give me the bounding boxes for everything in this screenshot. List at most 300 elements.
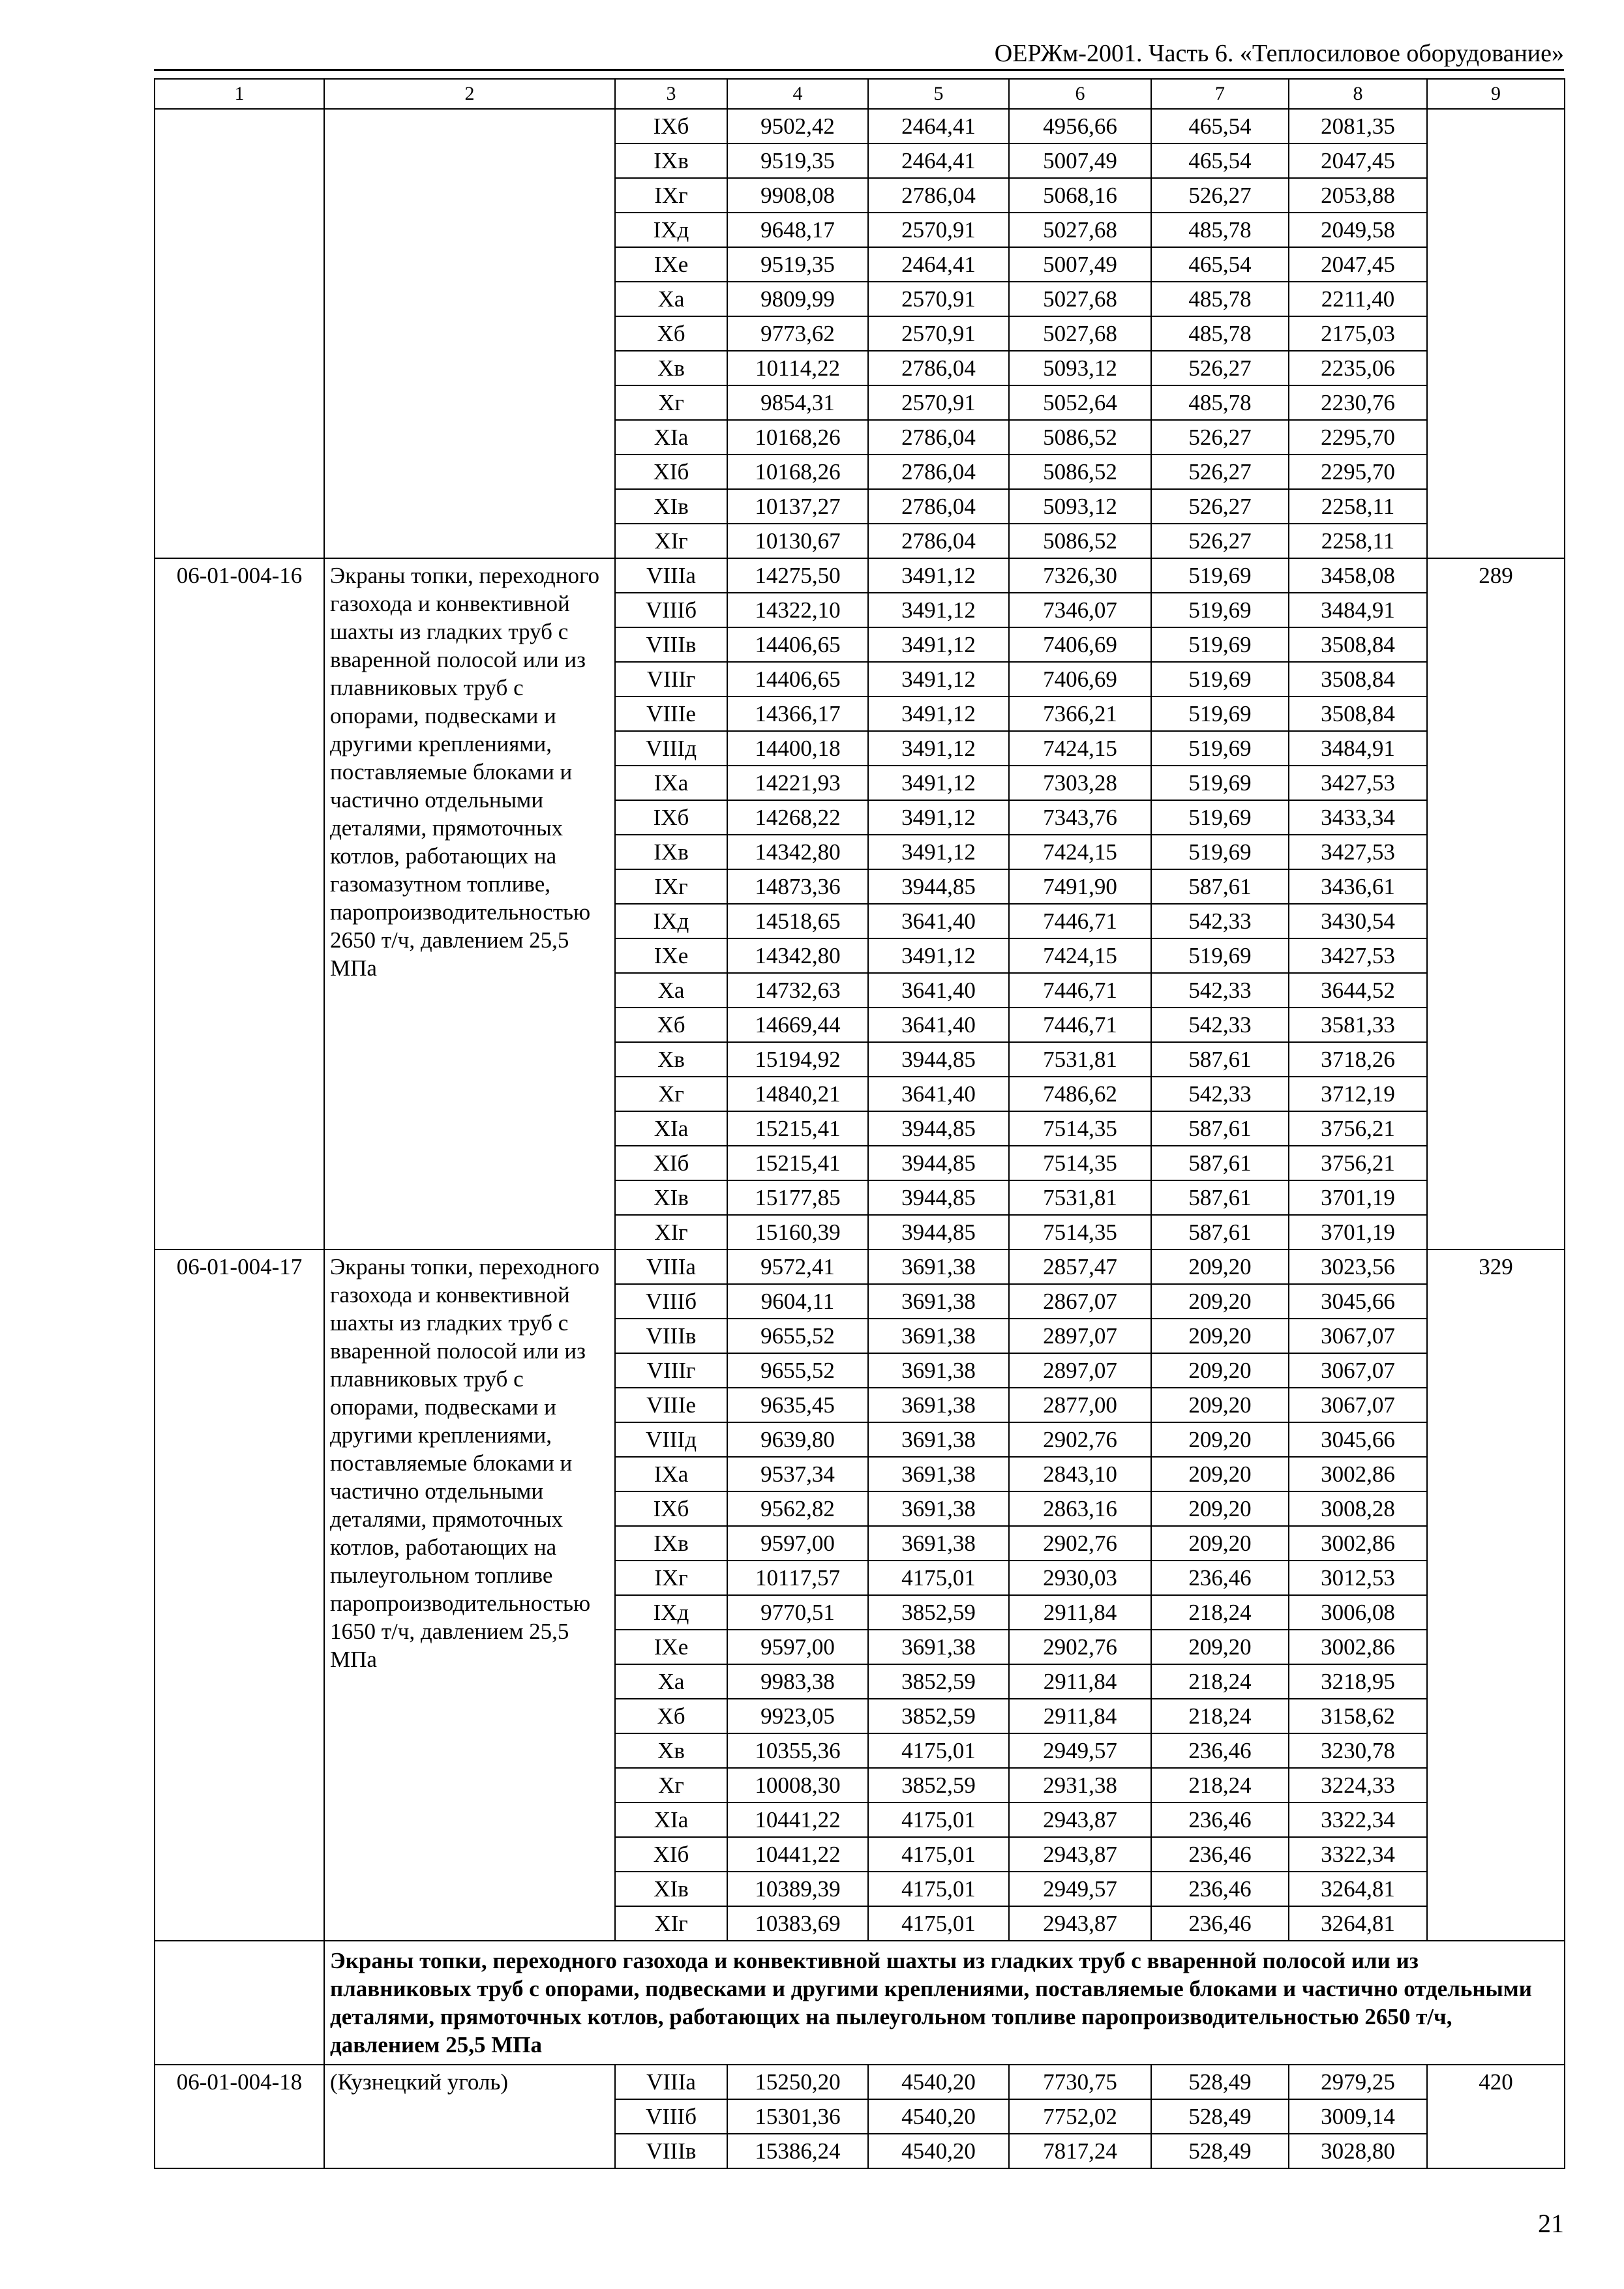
zone-cell: XIа (615, 1803, 727, 1837)
page-number: 21 (1538, 2209, 1564, 2238)
zone-cell: IXв (615, 835, 727, 869)
zone-cell: VIIIг (615, 1353, 727, 1388)
zone-cell: Xв (615, 351, 727, 385)
zone-cell: Xг (615, 385, 727, 420)
zone-cell: XIг (615, 524, 727, 558)
value-cell: 3756,21 (1289, 1111, 1427, 1146)
value-cell: 209,20 (1151, 1457, 1289, 1491)
value-cell: 10117,57 (727, 1561, 868, 1595)
value-cell: 3641,40 (868, 973, 1009, 1008)
value-cell: 3691,38 (868, 1388, 1009, 1422)
value-cell: 3023,56 (1289, 1249, 1427, 1284)
value-cell: 9562,82 (727, 1491, 868, 1526)
value-cell: 9983,38 (727, 1664, 868, 1699)
value-cell: 7446,71 (1009, 904, 1151, 938)
item-description: Экраны топки, переходного газохода и конвективной шахты из гладких труб с вваренной полосой или из плавниковых труб с опорами, подвесками и другими креплениями, поставляемые блоками и частично отдельными деталями, прямоточных котлов, работающих на пылеугольном топливе паропроизводительностью 1650 т/ч, давлением 25,5 МПа (324, 1249, 615, 1941)
value-cell: 465,54 (1151, 247, 1289, 282)
value-cell: 3712,19 (1289, 1077, 1427, 1111)
value-cell: 7514,35 (1009, 1146, 1151, 1180)
value-cell: 7491,90 (1009, 869, 1151, 904)
value-cell: 3230,78 (1289, 1733, 1427, 1768)
value-cell: 9502,42 (727, 109, 868, 143)
value-cell: 2877,00 (1009, 1388, 1151, 1422)
zone-cell: XIб (615, 1837, 727, 1872)
zone-cell: IXв (615, 1526, 727, 1561)
value-cell: 14840,21 (727, 1077, 868, 1111)
value-cell: 2786,04 (868, 178, 1009, 213)
value-cell: 14732,63 (727, 973, 868, 1008)
value-cell: 209,20 (1151, 1630, 1289, 1664)
value-cell: 236,46 (1151, 1561, 1289, 1595)
value-cell: 485,78 (1151, 316, 1289, 351)
table-row (155, 1249, 1565, 1284)
value-cell: 2235,06 (1289, 351, 1427, 385)
value-cell: 9597,00 (727, 1526, 868, 1561)
value-cell: 9537,34 (727, 1457, 868, 1491)
value-cell: 14322,10 (727, 593, 868, 627)
value-cell: 3491,12 (868, 835, 1009, 869)
column-number: 6 (1009, 79, 1151, 109)
column-number: 3 (615, 79, 727, 109)
value-cell: 2897,07 (1009, 1319, 1151, 1353)
value-cell: 528,49 (1151, 2065, 1289, 2099)
value-cell: 3430,54 (1289, 904, 1427, 938)
zone-cell: XIв (615, 1180, 727, 1215)
value-cell: 526,27 (1151, 178, 1289, 213)
value-cell: 485,78 (1151, 385, 1289, 420)
value-cell: 3641,40 (868, 1008, 1009, 1042)
value-cell: 3852,59 (868, 1699, 1009, 1733)
value-cell: 2863,16 (1009, 1491, 1151, 1526)
zone-cell: IXб (615, 800, 727, 835)
value-cell: 14400,18 (727, 731, 868, 766)
value-cell: 9519,35 (727, 247, 868, 282)
value-cell: 519,69 (1151, 835, 1289, 869)
value-cell: 5086,52 (1009, 420, 1151, 455)
value-cell: 3852,59 (868, 1664, 1009, 1699)
value-cell: 3491,12 (868, 938, 1009, 973)
value-cell: 15215,41 (727, 1111, 868, 1146)
value-cell: 519,69 (1151, 696, 1289, 731)
value-cell: 2211,40 (1289, 282, 1427, 316)
value-cell: 10168,26 (727, 455, 868, 489)
value-cell: 218,24 (1151, 1595, 1289, 1630)
unit-count: 289 (1427, 558, 1565, 1249)
value-cell: 2902,76 (1009, 1422, 1151, 1457)
value-cell: 9770,51 (727, 1595, 868, 1630)
value-cell: 3852,59 (868, 1595, 1009, 1630)
zone-cell: IXб (615, 109, 727, 143)
zone-cell: IXг (615, 869, 727, 904)
value-cell: 5007,49 (1009, 247, 1151, 282)
value-cell: 4175,01 (868, 1837, 1009, 1872)
value-cell: 2911,84 (1009, 1595, 1151, 1630)
value-cell: 15215,41 (727, 1146, 868, 1180)
value-cell: 236,46 (1151, 1872, 1289, 1906)
value-cell: 519,69 (1151, 766, 1289, 800)
zone-cell: VIIIб (615, 2099, 727, 2134)
value-cell: 3264,81 (1289, 1906, 1427, 1941)
value-cell: 3218,95 (1289, 1664, 1427, 1699)
value-cell: 519,69 (1151, 938, 1289, 973)
value-cell: 2570,91 (868, 316, 1009, 351)
value-cell: 5027,68 (1009, 213, 1151, 247)
value-cell: 9923,05 (727, 1699, 868, 1733)
value-cell: 2902,76 (1009, 1526, 1151, 1561)
zone-cell: IXе (615, 1630, 727, 1664)
column-number: 2 (324, 79, 615, 109)
column-number: 8 (1289, 79, 1427, 109)
value-cell: 2902,76 (1009, 1630, 1151, 1664)
item-code: 06-01-004-17 (155, 1249, 324, 1941)
value-cell: 3691,38 (868, 1284, 1009, 1319)
value-cell: 7326,30 (1009, 558, 1151, 593)
item-code (155, 109, 324, 558)
column-number: 4 (727, 79, 868, 109)
value-cell: 14873,36 (727, 869, 868, 904)
value-cell: 5086,52 (1009, 524, 1151, 558)
value-cell: 526,27 (1151, 420, 1289, 455)
value-cell: 3028,80 (1289, 2134, 1427, 2168)
section-code-empty (155, 1941, 324, 2065)
value-cell: 14406,65 (727, 662, 868, 696)
value-cell: 7303,28 (1009, 766, 1151, 800)
value-cell: 3458,08 (1289, 558, 1427, 593)
value-cell: 5093,12 (1009, 489, 1151, 524)
zone-cell: IXд (615, 1595, 727, 1630)
table-row (155, 109, 1565, 143)
value-cell: 3484,91 (1289, 593, 1427, 627)
value-cell: 3491,12 (868, 800, 1009, 835)
value-cell: 10008,30 (727, 1768, 868, 1803)
value-cell: 519,69 (1151, 662, 1289, 696)
zone-cell: IXг (615, 178, 727, 213)
value-cell: 3691,38 (868, 1526, 1009, 1561)
value-cell: 2867,07 (1009, 1284, 1151, 1319)
value-cell: 209,20 (1151, 1422, 1289, 1457)
zone-cell: Xа (615, 282, 727, 316)
zone-cell: Xв (615, 1733, 727, 1768)
value-cell: 519,69 (1151, 627, 1289, 662)
value-cell: 218,24 (1151, 1699, 1289, 1733)
value-cell: 7424,15 (1009, 835, 1151, 869)
value-cell: 2230,76 (1289, 385, 1427, 420)
section-heading-row (155, 1941, 1565, 2065)
value-cell: 2570,91 (868, 282, 1009, 316)
value-cell: 5027,68 (1009, 282, 1151, 316)
value-cell: 3009,14 (1289, 2099, 1427, 2134)
value-cell: 236,46 (1151, 1837, 1289, 1872)
value-cell: 209,20 (1151, 1353, 1289, 1388)
value-cell: 5093,12 (1009, 351, 1151, 385)
value-cell: 3944,85 (868, 1042, 1009, 1077)
zone-cell: XIг (615, 1906, 727, 1941)
value-cell: 9519,35 (727, 143, 868, 178)
item-description (324, 109, 615, 558)
value-cell: 5086,52 (1009, 455, 1151, 489)
zone-cell: IXа (615, 1457, 727, 1491)
value-cell: 10130,67 (727, 524, 868, 558)
value-cell: 2258,11 (1289, 524, 1427, 558)
value-cell: 3508,84 (1289, 662, 1427, 696)
value-cell: 3641,40 (868, 904, 1009, 938)
value-cell: 3427,53 (1289, 766, 1427, 800)
value-cell: 3491,12 (868, 731, 1009, 766)
column-number: 7 (1151, 79, 1289, 109)
value-cell: 2047,45 (1289, 143, 1427, 178)
unit-count: 329 (1427, 1249, 1565, 1941)
value-cell: 10355,36 (727, 1733, 868, 1768)
value-cell: 7752,02 (1009, 2099, 1151, 2134)
unit-count: 420 (1427, 2065, 1565, 2168)
value-cell: 4175,01 (868, 1872, 1009, 1906)
value-cell: 3508,84 (1289, 627, 1427, 662)
zone-cell: VIIIб (615, 1284, 727, 1319)
value-cell: 2053,88 (1289, 178, 1427, 213)
value-cell: 236,46 (1151, 1906, 1289, 1941)
value-cell: 465,54 (1151, 143, 1289, 178)
zone-cell: XIб (615, 1146, 727, 1180)
zone-cell: VIIIб (615, 593, 727, 627)
zone-cell: XIг (615, 1215, 727, 1249)
zone-cell: VIIIа (615, 558, 727, 593)
value-cell: 14275,50 (727, 558, 868, 593)
value-cell: 7531,81 (1009, 1180, 1151, 1215)
value-cell: 2949,57 (1009, 1872, 1151, 1906)
zone-cell: Xг (615, 1077, 727, 1111)
value-cell: 3322,34 (1289, 1837, 1427, 1872)
value-cell: 209,20 (1151, 1319, 1289, 1353)
zone-cell: IXд (615, 904, 727, 938)
column-number: 5 (868, 79, 1009, 109)
value-cell: 3002,86 (1289, 1630, 1427, 1664)
value-cell: 3644,52 (1289, 973, 1427, 1008)
value-cell: 3756,21 (1289, 1146, 1427, 1180)
zone-cell: VIIIв (615, 2134, 727, 2168)
value-cell: 2047,45 (1289, 247, 1427, 282)
item-description: (Кузнецкий уголь) (324, 2065, 615, 2168)
value-cell: 3012,53 (1289, 1561, 1427, 1595)
value-cell: 10114,22 (727, 351, 868, 385)
value-cell: 528,49 (1151, 2134, 1289, 2168)
value-cell: 3045,66 (1289, 1422, 1427, 1457)
zone-cell: IXд (615, 213, 727, 247)
value-cell: 3641,40 (868, 1077, 1009, 1111)
value-cell: 15177,85 (727, 1180, 868, 1215)
value-cell: 9597,00 (727, 1630, 868, 1664)
value-cell: 10137,27 (727, 489, 868, 524)
value-cell: 3436,61 (1289, 869, 1427, 904)
zone-cell: Xб (615, 316, 727, 351)
value-cell: 519,69 (1151, 558, 1289, 593)
value-cell: 3944,85 (868, 1146, 1009, 1180)
zone-cell: Xв (615, 1042, 727, 1077)
value-cell: 542,33 (1151, 904, 1289, 938)
value-cell: 15386,24 (727, 2134, 868, 2168)
value-cell: 9648,17 (727, 213, 868, 247)
value-cell: 7346,07 (1009, 593, 1151, 627)
value-cell: 236,46 (1151, 1803, 1289, 1837)
value-cell: 3006,08 (1289, 1595, 1427, 1630)
value-cell: 218,24 (1151, 1768, 1289, 1803)
value-cell: 3508,84 (1289, 696, 1427, 731)
value-cell: 3045,66 (1289, 1284, 1427, 1319)
value-cell: 10383,69 (727, 1906, 868, 1941)
value-cell: 2943,87 (1009, 1906, 1151, 1941)
value-cell: 7343,76 (1009, 800, 1151, 835)
value-cell: 3491,12 (868, 593, 1009, 627)
value-cell: 587,61 (1151, 1146, 1289, 1180)
value-cell: 3691,38 (868, 1249, 1009, 1284)
value-cell: 526,27 (1151, 524, 1289, 558)
value-cell: 2175,03 (1289, 316, 1427, 351)
value-cell: 5007,49 (1009, 143, 1151, 178)
value-cell: 4540,20 (868, 2134, 1009, 2168)
value-cell: 3944,85 (868, 1111, 1009, 1146)
value-cell: 209,20 (1151, 1249, 1289, 1284)
value-cell: 209,20 (1151, 1284, 1289, 1319)
value-cell: 542,33 (1151, 973, 1289, 1008)
value-cell: 3691,38 (868, 1422, 1009, 1457)
value-cell: 7486,62 (1009, 1077, 1151, 1111)
value-cell: 519,69 (1151, 593, 1289, 627)
value-cell: 10441,22 (727, 1803, 868, 1837)
value-cell: 3691,38 (868, 1353, 1009, 1388)
zone-cell: Xб (615, 1699, 727, 1733)
value-cell: 7424,15 (1009, 938, 1151, 973)
value-cell: 3701,19 (1289, 1180, 1427, 1215)
value-cell: 7406,69 (1009, 662, 1151, 696)
table-row (155, 2065, 1565, 2099)
value-cell: 4175,01 (868, 1803, 1009, 1837)
value-cell: 2570,91 (868, 385, 1009, 420)
value-cell: 2786,04 (868, 524, 1009, 558)
value-cell: 3158,62 (1289, 1699, 1427, 1733)
value-cell: 7730,75 (1009, 2065, 1151, 2099)
value-cell: 2295,70 (1289, 420, 1427, 455)
value-cell: 9655,52 (727, 1353, 868, 1388)
value-cell: 2949,57 (1009, 1733, 1151, 1768)
value-cell: 9604,11 (727, 1284, 868, 1319)
value-cell: 542,33 (1151, 1077, 1289, 1111)
value-cell: 3944,85 (868, 869, 1009, 904)
value-cell: 526,27 (1151, 455, 1289, 489)
value-cell: 2931,38 (1009, 1768, 1151, 1803)
value-cell: 15301,36 (727, 2099, 868, 2134)
zone-cell: XIб (615, 455, 727, 489)
running-header: ОЕРЖм-2001. Часть 6. «Теплосиловое оборудование» (154, 38, 1564, 71)
value-cell: 2843,10 (1009, 1457, 1151, 1491)
value-cell: 3224,33 (1289, 1768, 1427, 1803)
zone-cell: VIIIа (615, 2065, 727, 2099)
value-cell: 485,78 (1151, 213, 1289, 247)
value-cell: 3067,07 (1289, 1388, 1427, 1422)
value-cell: 7446,71 (1009, 973, 1151, 1008)
value-cell: 4175,01 (868, 1906, 1009, 1941)
value-cell: 2786,04 (868, 455, 1009, 489)
column-number: 9 (1427, 79, 1565, 109)
value-cell: 4175,01 (868, 1733, 1009, 1768)
value-cell: 5068,16 (1009, 178, 1151, 213)
value-cell: 4540,20 (868, 2099, 1009, 2134)
value-cell: 5052,64 (1009, 385, 1151, 420)
value-cell: 236,46 (1151, 1733, 1289, 1768)
column-number-row (155, 79, 1565, 109)
value-cell: 2049,58 (1289, 213, 1427, 247)
value-cell: 14366,17 (727, 696, 868, 731)
value-cell: 3322,34 (1289, 1803, 1427, 1837)
value-cell: 3944,85 (868, 1180, 1009, 1215)
zone-cell: IXв (615, 143, 727, 178)
value-cell: 3067,07 (1289, 1319, 1427, 1353)
section-heading: Экраны топки, переходного газохода и конвективной шахты из гладких труб с вваренной полосой или из плавниковых труб с опорами, подвесками и другими креплениями, поставляемые блоками и частично отдельными деталями, прямоточных котлов, работающих на пылеугольном топливе паропроизводительностью 2650 т/ч, давлением 25,5 МПа (324, 1941, 1565, 2065)
value-cell: 3433,34 (1289, 800, 1427, 835)
value-cell: 3002,86 (1289, 1526, 1427, 1561)
value-cell: 7446,71 (1009, 1008, 1151, 1042)
value-cell: 9854,31 (727, 385, 868, 420)
value-cell: 4175,01 (868, 1561, 1009, 1595)
value-cell: 3427,53 (1289, 938, 1427, 973)
zone-cell: XIв (615, 1872, 727, 1906)
value-cell: 9655,52 (727, 1319, 868, 1353)
zone-cell: VIIIд (615, 1422, 727, 1457)
value-cell: 3691,38 (868, 1491, 1009, 1526)
value-cell: 587,61 (1151, 1042, 1289, 1077)
value-cell: 2897,07 (1009, 1353, 1151, 1388)
value-cell: 15250,20 (727, 2065, 868, 2099)
value-cell: 526,27 (1151, 351, 1289, 385)
zone-cell: VIIIв (615, 627, 727, 662)
value-cell: 485,78 (1151, 282, 1289, 316)
value-cell: 2464,41 (868, 247, 1009, 282)
value-cell: 10441,22 (727, 1837, 868, 1872)
value-cell: 14406,65 (727, 627, 868, 662)
value-cell: 519,69 (1151, 731, 1289, 766)
zone-cell: VIIIе (615, 696, 727, 731)
value-cell: 4956,66 (1009, 109, 1151, 143)
value-cell: 3701,19 (1289, 1215, 1427, 1249)
price-table (154, 78, 1565, 2169)
zone-cell: XIа (615, 1111, 727, 1146)
zone-cell: XIа (615, 420, 727, 455)
zone-cell: IXе (615, 938, 727, 973)
value-cell: 14518,65 (727, 904, 868, 938)
value-cell: 587,61 (1151, 869, 1289, 904)
value-cell: 3944,85 (868, 1215, 1009, 1249)
value-cell: 519,69 (1151, 800, 1289, 835)
value-cell: 3491,12 (868, 662, 1009, 696)
value-cell: 3008,28 (1289, 1491, 1427, 1526)
unit-count (1427, 109, 1565, 558)
zone-cell: VIIIд (615, 731, 727, 766)
value-cell: 2857,47 (1009, 1249, 1151, 1284)
item-description: Экраны топки, переходного газохода и конвективной шахты из гладких труб с вваренной полосой или из плавниковых труб с опорами, подвесками и другими креплениями, поставляемые блоками и частично отдельными деталями, прямоточных котлов, работающих на газомазутном топливе, паропроизводительностью 2650 т/ч, давлением 25,5 МПа (324, 558, 615, 1249)
value-cell: 14342,80 (727, 938, 868, 973)
value-cell: 2943,87 (1009, 1837, 1151, 1872)
value-cell: 3691,38 (868, 1630, 1009, 1664)
value-cell: 3491,12 (868, 696, 1009, 731)
zone-cell: VIIIг (615, 662, 727, 696)
value-cell: 542,33 (1151, 1008, 1289, 1042)
value-cell: 14221,93 (727, 766, 868, 800)
value-cell: 3691,38 (868, 1319, 1009, 1353)
item-code: 06-01-004-18 (155, 2065, 324, 2168)
value-cell: 9809,99 (727, 282, 868, 316)
value-cell: 7366,21 (1009, 696, 1151, 731)
zone-cell: VIIIа (615, 1249, 727, 1284)
value-cell: 2295,70 (1289, 455, 1427, 489)
zone-cell: Xг (615, 1768, 727, 1803)
